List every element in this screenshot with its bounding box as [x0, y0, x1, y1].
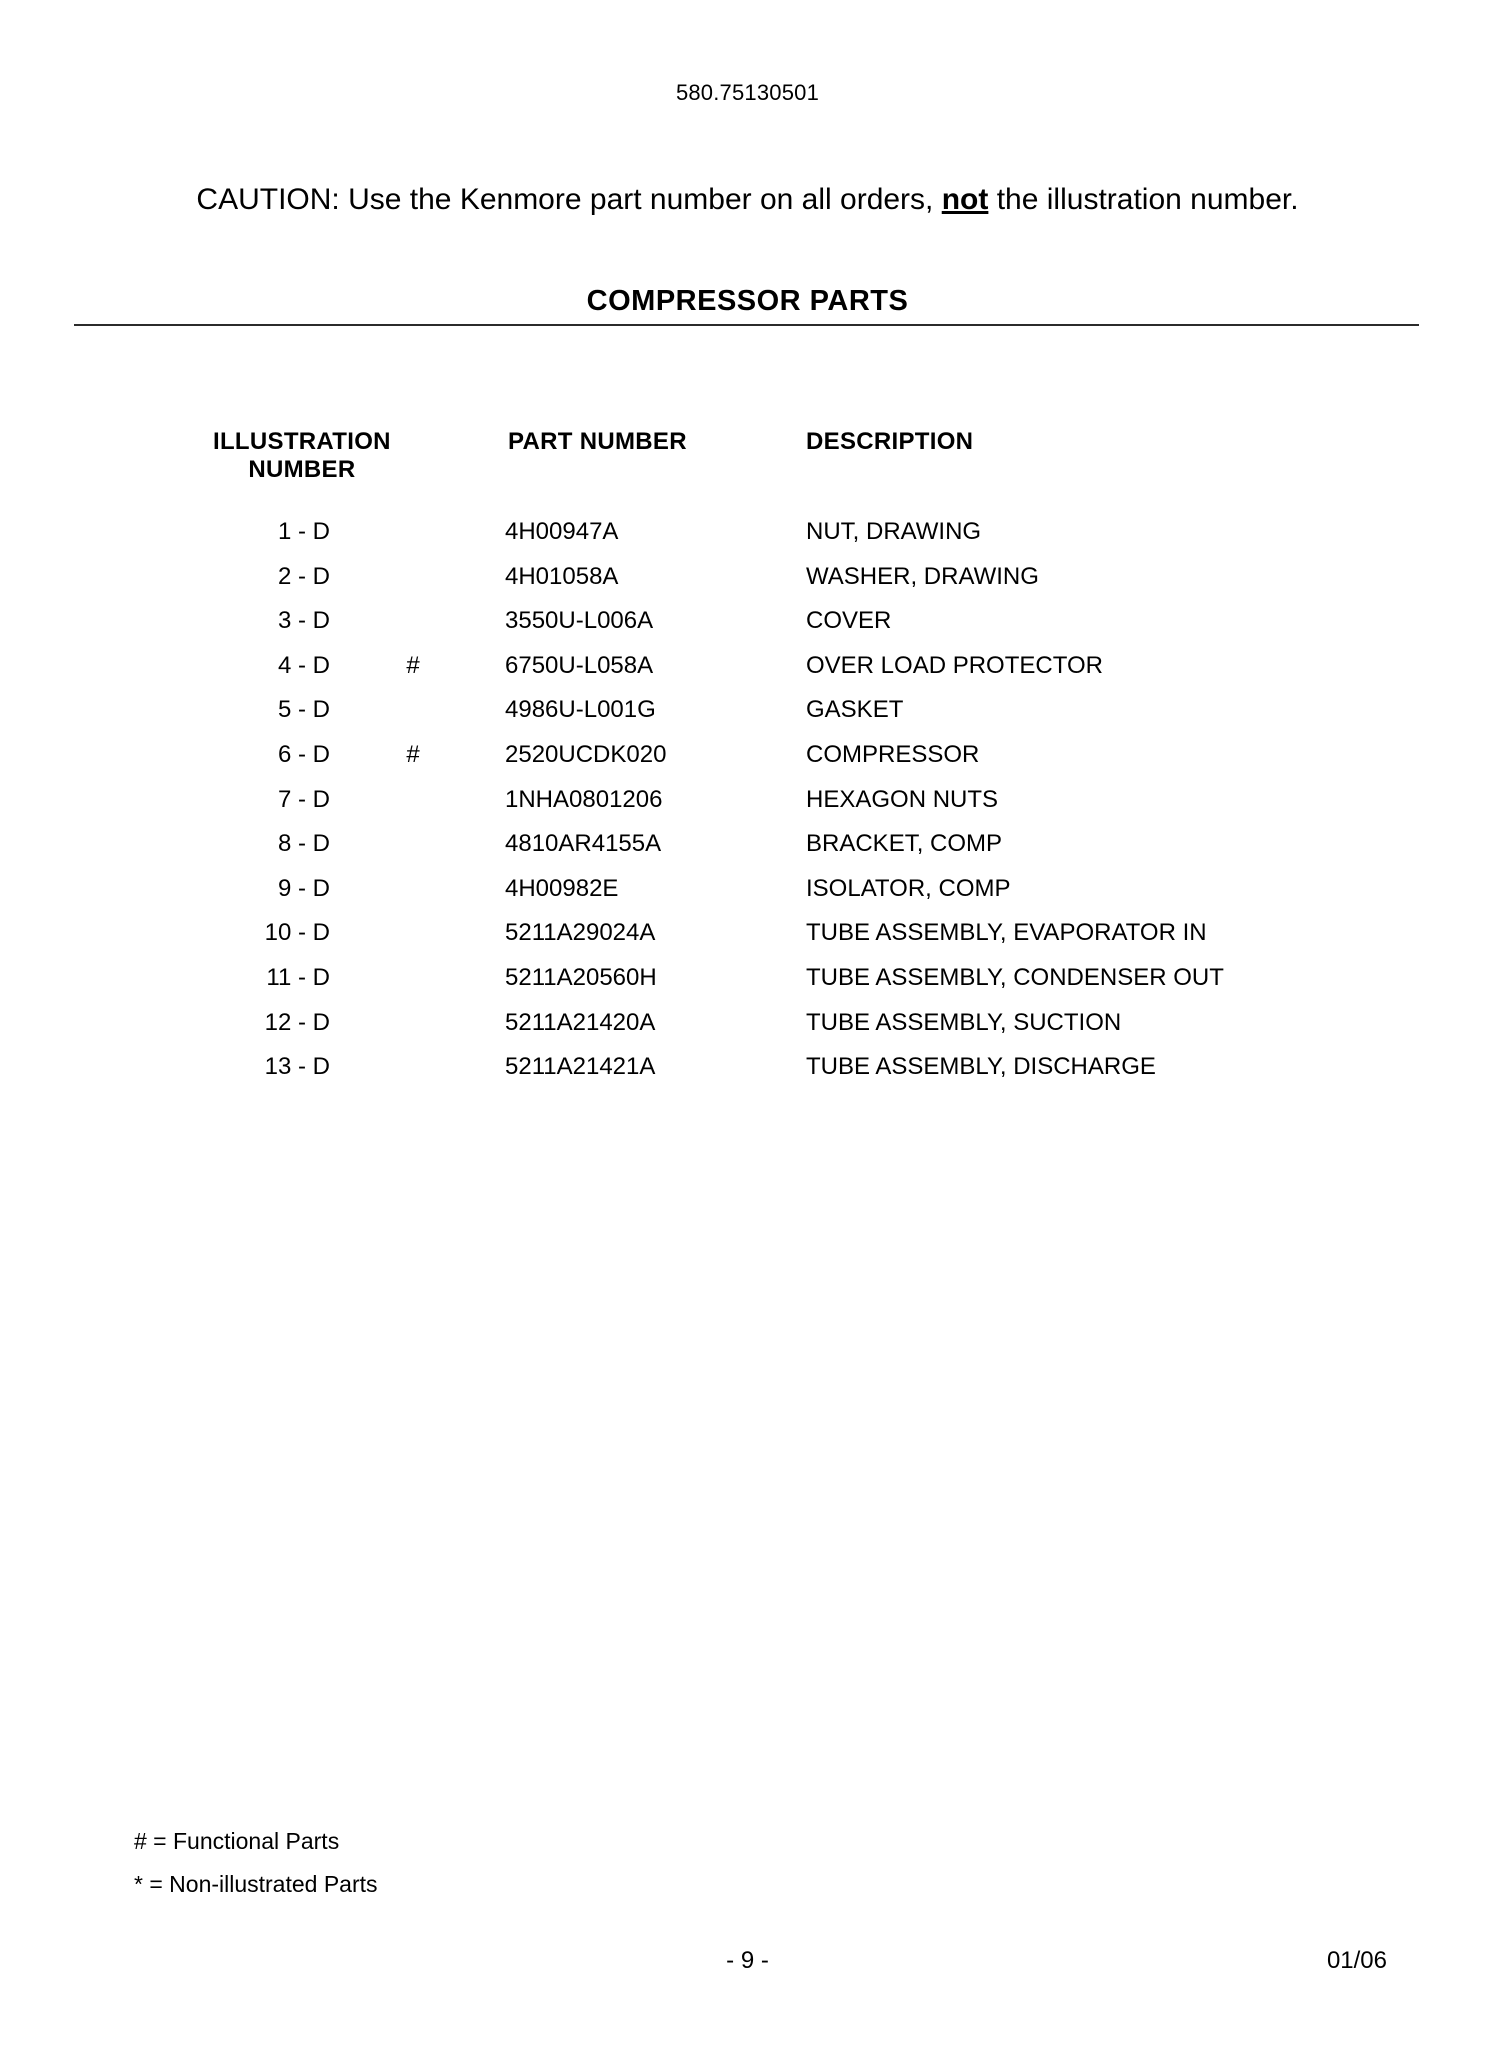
parts-table-header-row: [0, 428, 1495, 500]
cell-part-number: 1NHA0801206: [505, 785, 663, 813]
cell-part-number: 4H00982E: [505, 874, 619, 902]
cell-functional-part-flag: #: [406, 740, 420, 768]
cell-part-number: 5211A21421A: [505, 1053, 656, 1081]
cell-description: OVER LOAD PROTECTOR: [806, 651, 1103, 679]
cell-illustration-number: 8 - D: [277, 830, 330, 858]
cell-part-number: 4810AR4155A: [505, 830, 662, 858]
cell-part-number: 3550U-L006A: [505, 607, 654, 635]
table-row: [0, 830, 1495, 875]
cell-description: GASKET: [806, 696, 904, 724]
parts-table-body: [0, 518, 1495, 1098]
cell-illustration-number: 7 - D: [277, 785, 330, 813]
caution-emphasis: not: [941, 183, 989, 216]
cell-part-number: 6750U-L058A: [505, 651, 654, 679]
model-number: 580.75130501: [675, 80, 820, 105]
column-header-illustration-line1: ILLUSTRATION: [213, 428, 391, 455]
table-row: [0, 696, 1495, 741]
cell-description: NUT, DRAWING: [806, 518, 982, 545]
parts-table: [0, 428, 1495, 1098]
footnotes: [134, 1820, 378, 1906]
cell-description: TUBE ASSEMBLY, EVAPORATOR IN: [806, 919, 1207, 947]
column-header-illustration-line2: NUMBER: [248, 456, 356, 483]
cell-description: WASHER, DRAWING: [806, 562, 1039, 590]
cell-functional-part-flag: #: [406, 651, 420, 679]
cell-illustration-number: 9 - D: [277, 874, 330, 902]
column-header-part-number: PART NUMBER: [508, 428, 687, 455]
caution-suffix: the illustration number.: [996, 183, 1299, 216]
cell-description: COVER: [806, 607, 892, 635]
cell-illustration-number: 5 - D: [277, 696, 330, 724]
table-row: [0, 518, 1495, 563]
cell-illustration-number: 4 - D: [277, 651, 330, 679]
cell-illustration-number: 1 - D: [277, 518, 330, 545]
footnote-non-illustrated-parts: * = Non-illustrated Parts: [134, 1871, 378, 1897]
cell-description: ISOLATOR, COMP: [806, 874, 1011, 902]
cell-description: COMPRESSOR: [806, 740, 980, 768]
table-row: [0, 919, 1495, 964]
title-divider: [74, 324, 1419, 326]
cell-part-number: 5211A20560H: [505, 963, 657, 991]
table-row: [0, 652, 1495, 697]
table-row: [0, 1009, 1495, 1054]
cell-illustration-number: 11 - D: [266, 963, 330, 991]
cell-illustration-number: 13 - D: [264, 1053, 330, 1081]
cell-description: TUBE ASSEMBLY, CONDENSER OUT: [806, 963, 1224, 991]
cell-part-number: 4H00947A: [505, 518, 619, 545]
cell-description: BRACKET, COMP: [806, 830, 1003, 858]
cell-illustration-number: 12 - D: [264, 1008, 330, 1036]
column-header-illustration-number: [213, 428, 391, 484]
table-row: [0, 607, 1495, 652]
cell-illustration-number: 3 - D: [277, 607, 330, 635]
table-row: [0, 964, 1495, 1009]
table-row: [0, 875, 1495, 920]
footnote-functional-parts: # = Functional Parts: [134, 1828, 340, 1854]
page-number: - 9 -: [726, 1947, 769, 1974]
cell-part-number: 2520UCDK020: [505, 740, 667, 768]
page-title: COMPRESSOR PARTS: [586, 285, 909, 317]
table-row: [0, 786, 1495, 831]
cell-part-number: 5211A29024A: [505, 919, 656, 947]
cell-part-number: 5211A21420A: [505, 1008, 656, 1036]
cell-illustration-number: 2 - D: [277, 562, 330, 590]
cell-part-number: 4H01058A: [505, 562, 619, 590]
table-row: [0, 741, 1495, 786]
cell-description: TUBE ASSEMBLY, SUCTION: [806, 1008, 1122, 1036]
table-row: [0, 563, 1495, 608]
cell-part-number: 4986U-L001G: [505, 696, 656, 724]
revision-date: 01/06: [1326, 1947, 1387, 1974]
cell-description: HEXAGON NUTS: [806, 785, 999, 813]
table-row: [0, 1053, 1495, 1098]
column-header-description: DESCRIPTION: [806, 428, 974, 455]
cell-description: TUBE ASSEMBLY, DISCHARGE: [806, 1053, 1156, 1081]
caution-prefix: CAUTION: Use the Kenmore part number on all orders,: [196, 183, 934, 216]
caution-notice: [0, 183, 1495, 217]
cell-illustration-number: 6 - D: [277, 740, 330, 768]
cell-illustration-number: 10 - D: [264, 919, 330, 947]
